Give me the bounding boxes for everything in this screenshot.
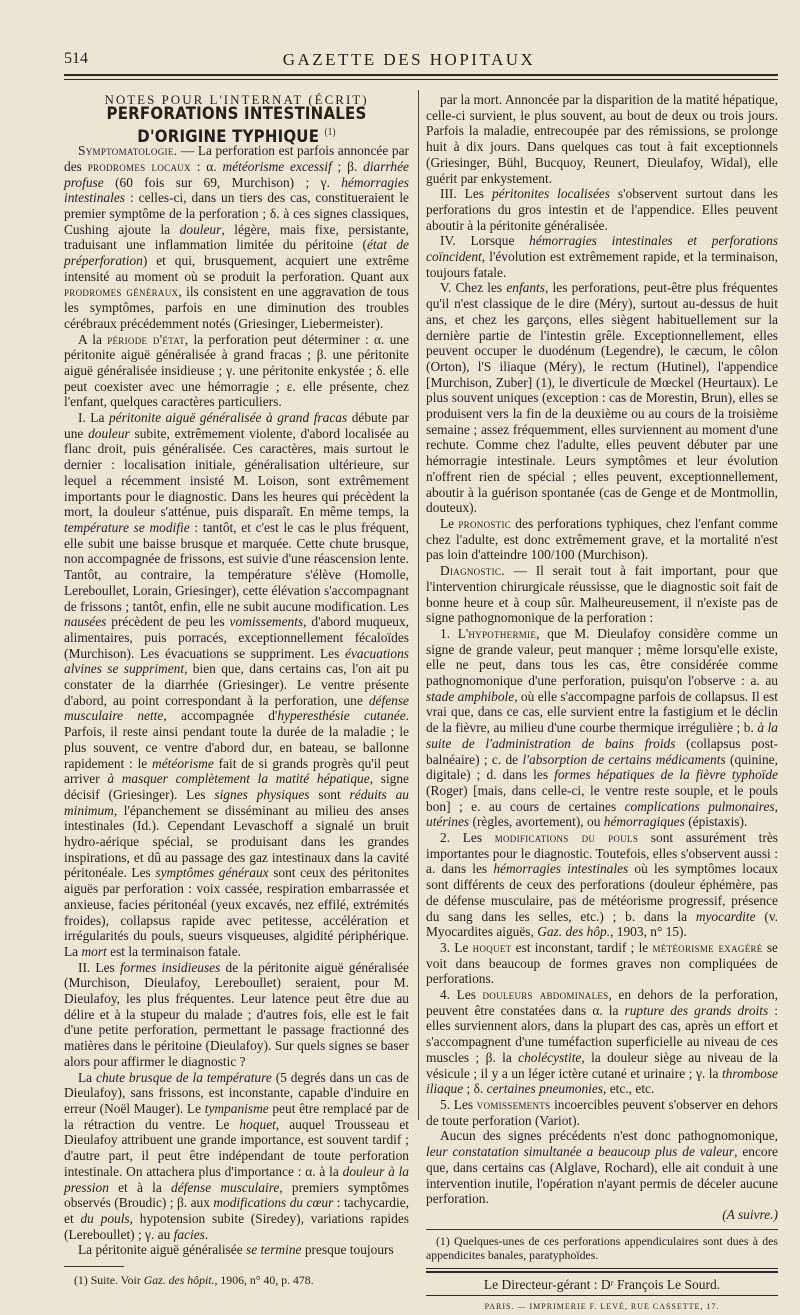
- text-run: , l'évolution est extrêmement rapide, et la terminaison, toujours fatale.: [426, 249, 778, 280]
- italic-text: péritonite aiguë généralisée à grand fracas: [108, 410, 348, 426]
- italic-text: hoquet: [239, 1116, 276, 1132]
- text-run: , signe décisif (Griesinger). Les: [64, 771, 410, 802]
- text-run: (règles, avortement), ou: [469, 814, 604, 830]
- text-run: de la péritonite aiguë généralisée (Murchison, Dieulafoy, Lereboullet) seraient, pour M. Dieulafoy, les plus fréquentes. Leur latence peut être due au délire et à la stupeur du malade ; d'autres fois, elle est le fait d'une petite perforation, permettant le passage fractionné des matières dans le péritoine (Dieulafoy). Sur quels signes se baser alors pour affirmer le diagnostic ?: [64, 959, 409, 1069]
- text-run: IV. Lorsque: [440, 233, 530, 249]
- text-run: : α.: [190, 158, 223, 174]
- text-run: (Roger) [mais, dans celle-ci, le ventre reste souple, et le pouls bon] ; e. au cours de certaines: [426, 782, 778, 814]
- text-run: : celles-ci, dans un tiers des cas, constitueraient le premier symptôme de la perforation ; δ. à ces signes classiques, Cushing ajoute la: [64, 190, 409, 237]
- small-caps-text: Diagnostic.: [440, 563, 505, 579]
- text-run: où les symptômes locaux sont différents de ceux des perforations (douleur éphémère, pas de défense musculaire, pas de météorisme progressif, présence du sang dans les selles, etc.) ; b. dans la: [426, 861, 778, 924]
- text-run: , la douleur siège au niveau de la vésicule ; il y a un léger ictère cutané et urinaire ; γ. la: [426, 1049, 778, 1081]
- italic-text: hémorragies intestinales: [493, 861, 629, 877]
- italic-text: nausées: [64, 614, 107, 630]
- right-column: [426, 92, 779, 1312]
- left-body: [64, 143, 409, 1258]
- text-run: (v. Myocardites aiguës,: [426, 908, 778, 940]
- small-caps-text: météorisme exagéré: [652, 939, 763, 955]
- italic-text: mort: [81, 943, 107, 959]
- text-run: Le: [440, 515, 459, 531]
- italic-text: signes physiques: [214, 786, 310, 802]
- text-run: : elles surviennent alors, dans la plupart des cas, après un effort et s'accompagnent d'une tuméfaction superficielle au niveau de ces muscles ; β. la: [426, 1002, 778, 1065]
- paragraph: [426, 987, 778, 1097]
- header-rule-thin: [64, 79, 778, 80]
- text-run: 1. L': [440, 625, 469, 641]
- text-run: fait de si grands progrès qu'il peut arriver: [64, 755, 409, 787]
- text-run: est la terminaison fatale.: [106, 943, 242, 959]
- paragraph: [426, 516, 778, 563]
- italic-text: évacuations alvines se suppriment: [64, 645, 409, 677]
- small-caps-text: prodromes généraux: [64, 284, 179, 300]
- italic-text: enfants: [506, 280, 545, 296]
- left-column: [64, 92, 410, 1288]
- text-run: , où elle s'accompagne parfois de collapsus. Il est vrai que, dans ce cas, elle survient entre la fastigium et le déclin de la fièvre, au milieu d'une courbe thermique irrégulière ; b.: [426, 688, 778, 736]
- text-run: peut être remplacé par de la rétraction du ventre. Le: [64, 1101, 409, 1132]
- italic-text: à la suite de l'administration de bains froids: [426, 720, 778, 751]
- paragraph: [64, 410, 409, 960]
- gerant-rule: [426, 1295, 778, 1296]
- footnote-rule: [64, 1266, 124, 1267]
- text-run: par la mort. Annoncée par la disparition de la matité hépatique, celle-ci survient, le plus souvent, au bout de deux ou trois jours. Parfois la maladie, entrecoupée par des rémissions, se prolonge huit à dix jours. Dans quelques cas tout à fait exceptionnels (Griesinger, Bühl, Bucquoy, Reunert, Dieulafoy, Widal), elle guérit par enkystement.: [426, 92, 778, 186]
- text-run: , l'épanchement se disséminant au milieu des anses intestinales (Id.). Cependant Levaschoff a signalé un bruit hydro-aérique spécial, se produisant dans les grandes inspirations, et dû au passage des gaz intestinaux dans la cavité péritonéale. Les: [64, 802, 409, 881]
- title-footnote-marker: (1): [324, 125, 336, 137]
- italic-text: l'absorption de certains médicaments: [522, 751, 726, 767]
- paragraph: [426, 92, 778, 186]
- text-run: (60 fois sur 69, Murchison) ; γ.: [103, 174, 342, 190]
- italic-text: modifications du cœur: [213, 1195, 334, 1211]
- italic-text: défense musculaire: [171, 1179, 280, 1195]
- paragraph: [426, 830, 778, 940]
- italic-text: du pouls: [80, 1210, 130, 1226]
- text-run: ; β.: [331, 158, 364, 174]
- italic-text: Gaz. des hôp.: [537, 924, 611, 940]
- right-body: [426, 92, 778, 1207]
- text-run: La: [78, 1069, 97, 1085]
- italic-text: douleur: [179, 221, 222, 237]
- small-caps-text: hoquet: [472, 939, 512, 955]
- article-title-text: PERFORATIONS INTESTINALES D'ORIGINE TYPHIQUE: [106, 102, 367, 147]
- article-title: [64, 102, 409, 147]
- paragraph: [64, 960, 409, 1070]
- text-run: V. Chez les: [440, 280, 507, 296]
- text-run: . Parfois, il reste ainsi pendant toute la durée de la maladie ; le plus souvent, ce ventre d'abord dur, en bateau, se ballonne rapidement : le: [64, 708, 410, 771]
- paragraph: [64, 143, 409, 331]
- italic-text: température se modifie: [64, 519, 190, 535]
- text-run: et à la: [108, 1179, 171, 1195]
- page-number: 514: [64, 50, 88, 67]
- text-run: — La perforation est parfois annoncée par des: [64, 143, 409, 174]
- a-suivre-line: [426, 1207, 778, 1223]
- italic-text: douleur à la pression: [64, 1163, 409, 1195]
- text-run: ) et qui, brusquement, acquiert une extrême intensité au moment où se produit la perforation. Quant aux: [64, 253, 409, 284]
- text-run: III. Les: [440, 186, 492, 202]
- text-run: débute par une: [64, 410, 409, 441]
- italic-text: vomissements: [229, 614, 304, 630]
- text-run: (quinine, digitale) ; d. dans les: [426, 751, 778, 783]
- header-rule-thick: [64, 74, 778, 76]
- italic-text: formes insidieuses: [119, 959, 221, 975]
- italic-text: hémorragies intestinales: [64, 174, 409, 206]
- text-run: : tantôt, et c'est le cas le plus fréquent, elle subit une baisse brusque et marquée. Cette chute brusque, non accompagnée de frissons, est suivie d'une réascension lente. Tantôt, au contraire, la température s'élève (Homolle, Lereboullet, Lorain, Griesinger), cette élévation s'accompagnant de frissons ; tantôt, enfin, elle ne subit aucune modification. Les: [64, 519, 410, 614]
- paragraph: [426, 233, 778, 280]
- italic-text: se termine: [246, 1242, 302, 1258]
- small-caps-text: vomissements: [476, 1097, 551, 1112]
- small-caps-text: modifications du pouls: [494, 830, 639, 846]
- italic-text: facies: [173, 1226, 205, 1242]
- text-run: sont assurément très importantes pour le diagnostic. Toutefois, elles s'observent aussi : a. dans les: [426, 830, 779, 877]
- italic-text: défense musculaire nette: [64, 692, 409, 724]
- right-footnote-rule: [426, 1229, 778, 1230]
- text-run: II. Les: [78, 959, 120, 975]
- column-divider: [418, 90, 419, 1120]
- paragraph: [64, 332, 409, 411]
- text-run: presque toujours: [301, 1242, 394, 1258]
- text-run: est inconstant, tardif ; le: [511, 939, 653, 955]
- text-run: (1) Suite. Voir: [74, 1273, 144, 1288]
- text-run: incoercibles peuvent s'observer en dehors de toute perforation (Variot).: [426, 1097, 778, 1128]
- italic-text: complications pulmonaires, utérines: [426, 798, 778, 830]
- journal-title: GAZETTE DES HOPITAUX: [282, 50, 536, 69]
- text-run: , bien que, dans certains cas, l'on ait pu constater de la diarrhée (Griesinger). Le ventre présente d'abord, au point correspondant à la perforation, une: [64, 661, 409, 708]
- text-run: : tachycardie, et: [64, 1195, 409, 1226]
- text-run: , 1906, n° 40, p. 478.: [214, 1273, 314, 1288]
- paragraph: [426, 1097, 778, 1128]
- text-run: , les perforations, peut-être plus fréquentes qu'il n'est classique de le dire (Méry), surtout au-dessus de huit ans, et chez les garçons, elles siègent habituellement sur la dernière partie de l'intestin grêle. Exceptionnellement, elles peuvent occuper le duodénum (Legendre), le cæcum, le côlon (Orton), l'S iliaque (Méry), le rectum (Hutinel), l'appendice [Murchison, Zuber] (1), le diverticule de Mœckel (Heurtaux). Le plus souvent uniques (exception : cas de Morestin, Brun), elles se produisent vers la fin de la deuxième ou au cours de la troisième semaine ; assez fréquemment, elles surviennent au moment d'une rechute. Comme chez l'adulte, elles peuvent débuter par une hémorragie intestinale. Leurs symptômes et leur évolution n'offrent rien de spécial ; elles peuvent, exceptionnellement, aboutir à la guérison spontanée (cas de Genge et de Montmollin, douteux).: [426, 280, 778, 516]
- text-run: , 1903, n° 15).: [610, 924, 687, 940]
- italic-text: leur constatation simultanée a beaucoup plus de valeur: [426, 1144, 735, 1160]
- italic-text: myocardite: [695, 908, 756, 924]
- section-heading: NOTES POUR L'INTERNAT (ÉCRIT): [104, 92, 369, 107]
- text-run: se voit dans beaucoup de formes graves non compliquées de perforations.: [426, 939, 778, 987]
- italic-text: réduits au minimum: [64, 786, 409, 818]
- paragraph: [426, 563, 778, 626]
- text-run: (épistaxis).: [684, 814, 748, 830]
- italic-text: stade amphibole: [426, 688, 515, 704]
- text-run: s'observent surtout dans les perforations du gros intestin et de l'appendice. Elles peuvent aboutir à la péritonite généralisée.: [426, 186, 778, 233]
- italic-text: rupture des grands droits: [624, 1002, 769, 1018]
- italic-text: cholécystite: [518, 1049, 582, 1065]
- italic-text: météorisme excessif: [222, 158, 332, 174]
- paragraph: [426, 626, 778, 830]
- gerant-line: Le Directeur-gérant : Dʳ François Le Sourd.: [483, 1276, 721, 1292]
- text-run: , etc., etc.: [603, 1081, 655, 1097]
- italic-text: Gaz. des hôpit.: [143, 1273, 215, 1288]
- paragraph: [426, 1128, 778, 1207]
- italic-text: hyperesthésie cutanée: [277, 708, 406, 724]
- text-run: , accompagnée d': [163, 708, 278, 724]
- text-run: , en dehors de la perforation, peuvent être constatées dans α. la: [426, 987, 778, 1018]
- small-caps-text: période d'état: [107, 331, 185, 347]
- imprint-line: PARIS. — IMPRIMERIE F. LEVÉ, RUE CASSETTE, 17.: [484, 1302, 720, 1312]
- italic-text: diarrhée profuse: [64, 158, 409, 190]
- italic-text: certaines pneumonies: [486, 1081, 604, 1097]
- text-run: des perforations typhiques, chez l'enfant comme chez l'adulte, est donc extrêmement grave, et la mortalité n'est pas loin d'atteindre 100/100 (Murchison).: [426, 515, 778, 563]
- text-run: , premiers symptômes observés (Broudic) ; β. aux: [64, 1179, 409, 1211]
- italic-text: formes hépatiques de la fièvre typhoïde: [554, 767, 778, 783]
- text-run: — Il serait tout à fait important, pour que l'intervention chirurgicale réussisse, que le diagnostic soit fait de bonne heure et à coup sûr. Malheureusement, il n'existe pas de signe pathognomonique de la perforation :: [426, 563, 778, 626]
- text-run: , d'abord muqueux, alimentaires, puis porracés, exceptionnellement fécaloïdes (Murchison). Les évacuations se suppriment. Les: [64, 614, 409, 661]
- small-caps-text: Symptomatologie.: [78, 143, 178, 159]
- italic-text: tympanisme: [204, 1101, 269, 1116]
- bottom-rule-thin: [426, 1268, 778, 1269]
- right-footnote: (1) Quelques-unes de ces perforations appendiculaires sont dues à des appendicites banales, paratyphoïdes.: [426, 1233, 778, 1262]
- text-run: , légère, mais fixe, persistante, traduisant une inflammation limitée du péritoine (: [64, 221, 409, 253]
- text-run: Aucun des signes précédents n'est donc pathognomonique,: [440, 1128, 778, 1144]
- text-run: 2. Les: [440, 830, 495, 846]
- paragraph: [64, 1242, 409, 1258]
- text-run: La péritonite aiguë généralisée: [78, 1242, 247, 1258]
- text-run: , que M. Dieulafoy considère comme un signe de grande valeur, peut manquer ; même lorsqu'elle existe, elle ne peut, dans tous les cas, être considérée comme pathognomonique d'une perforation, puisqu'on l'observe : a. au: [426, 625, 778, 689]
- text-run: , hypotension subite (Siredey), variations rapides (Lereboullet) ; γ. au: [64, 1210, 409, 1242]
- text-run: I. La: [78, 410, 109, 426]
- italic-text: thrombose iliaque: [426, 1065, 778, 1097]
- text-run: précèdent de peu les: [106, 614, 230, 630]
- text-run: , auquel Trousseau et Dieulafoy attribuent une grande importance, est souvent tardif ; d'autre part, il peut être indépendant de toute perforation intestinale. On attachera plus d'importance : α. à la: [64, 1116, 409, 1179]
- small-caps-text: prodromes locaux: [87, 158, 191, 174]
- text-run: subite, extrêmement violente, d'abord localisée au flanc droit, puis généralisée. Ces caractères, mais surtout le dernier : localisation initiale, généralisation ultérieure, sur lequel a récemment insisté M. Loison, sont extrêmement importants pour le diagnostic. Dans les heures qui précèdent la mort, la douleur s'atténue, puis disparaît. En même temps, la: [64, 425, 410, 520]
- italic-text: à masquer complètement la matité hépatique: [107, 771, 370, 787]
- text-run: (collapsus post-balnéaire) ; c. de: [426, 735, 778, 767]
- paragraph: [426, 280, 778, 516]
- text-run: 4. Les: [440, 987, 483, 1003]
- text-run: , la perforation peut déterminer : α. une péritonite aiguë généralisée à grand fracas ; β. une péritonite aiguë généralisée insidieuse ; γ. une péritonite enkystée ; δ. elle peut coexister avec une hémorragie ; ε. elle présente, chez l'enfant, quelques caractères particuliers.: [64, 331, 409, 410]
- text-run: (5 degrés dans un cas de Dieulafoy), sans frissons, est inconstante, capable d'induire en erreur (Noël Mauger). Le: [64, 1069, 409, 1116]
- text-run: , ils consistent en une aggravation de tous les symptômes, parfois en une diminution des troubles cérébraux précédemment notés (Griesinger, Liebermeister).: [64, 284, 409, 331]
- text-run: 3. Le: [440, 939, 473, 955]
- italic-text: douleur: [88, 425, 130, 441]
- paragraph: [64, 1070, 409, 1243]
- small-caps-text: douleurs abdominales: [482, 987, 609, 1003]
- italic-text: chute brusque de la température: [96, 1069, 272, 1085]
- running-head: [64, 46, 754, 72]
- text-run: ; δ.: [463, 1081, 487, 1097]
- italic-text: météorisme: [152, 755, 214, 771]
- text-run: .: [204, 1226, 209, 1242]
- a-suivre: (A suivre.): [722, 1206, 778, 1222]
- text-run: A la: [78, 331, 108, 347]
- bottom-rule-thick: [426, 1271, 778, 1273]
- italic-text: symptômes généraux: [155, 865, 269, 881]
- paragraph: [426, 940, 778, 987]
- text-run: , encore que, dans certains cas (Alglave, Rochard), elle ait conduit à une intervention inutile, l'opération n'ayant permis de déceler aucune perforation.: [426, 1144, 778, 1207]
- italic-text: état de préperforation: [64, 237, 409, 269]
- small-caps-text: hypothermie: [468, 625, 537, 641]
- left-footnote: [64, 1273, 409, 1287]
- italic-text: hémorragies intestinales et perforations coïncident: [426, 233, 778, 265]
- text-run: 5. Les: [440, 1097, 477, 1112]
- italic-text: péritonites localisées: [491, 186, 610, 202]
- small-caps-text: pronostic: [458, 515, 512, 531]
- paragraph: [426, 186, 778, 233]
- text-run: sont: [309, 786, 350, 802]
- italic-text: hémorragiques: [603, 814, 685, 830]
- text-run: sont ceux des péritonites aiguës par perforation : voix cassée, respiration embarrassée et anxieuse, facies péritonéal (yeux excavés, nez effilé, extrémités froides), collapsus rapide avec petitesse, accélération et irrégularités du pouls, sueurs visqueuses, algidité périphérique. La: [64, 865, 410, 959]
